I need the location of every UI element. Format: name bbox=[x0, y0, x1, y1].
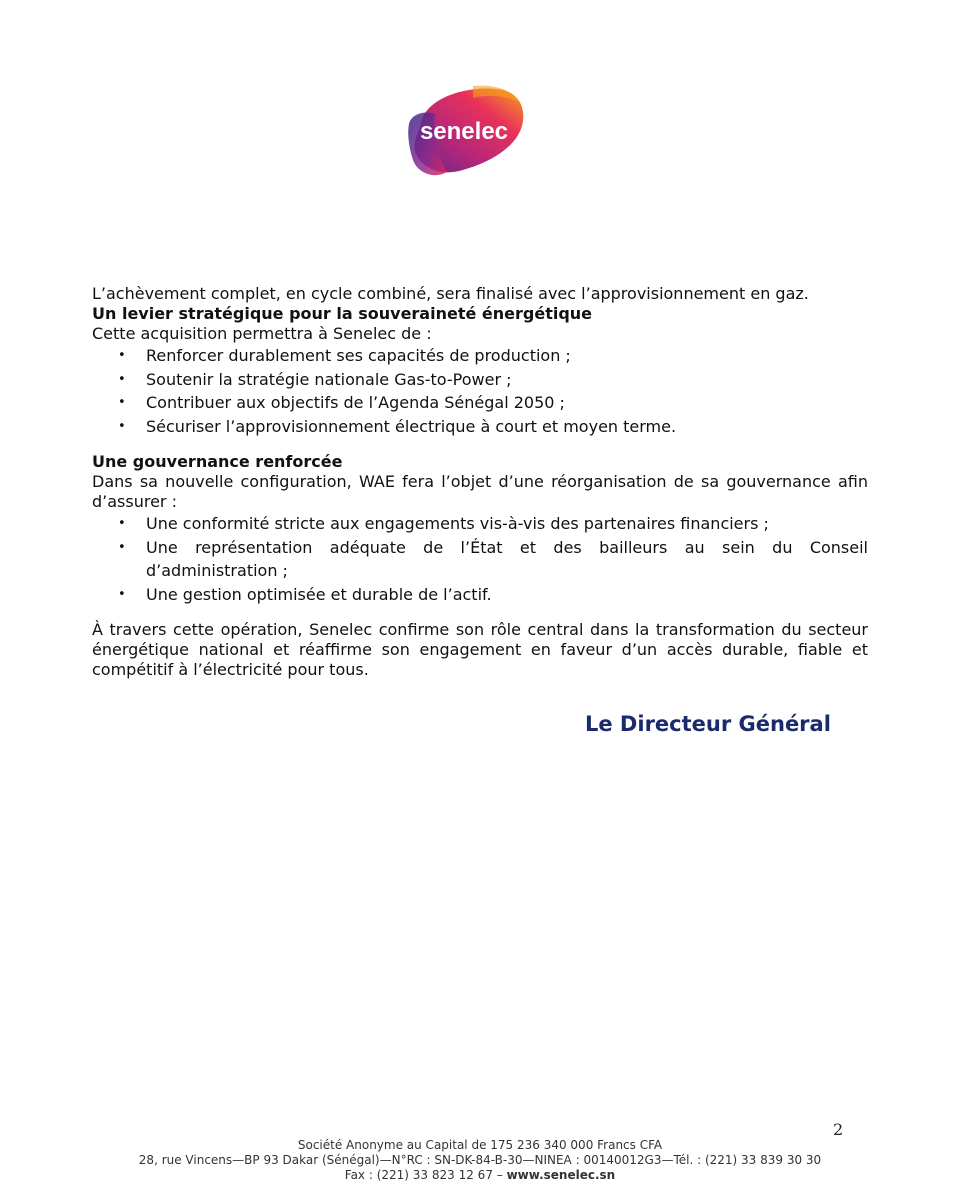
list-item bbox=[92, 583, 868, 607]
footer-contact bbox=[0, 1168, 960, 1183]
list-item bbox=[92, 415, 868, 439]
list-item bbox=[92, 344, 868, 368]
list-item-text: Une représentation adéquate de l’État et des bailleurs au sein du Conseil d’administration ; bbox=[146, 537, 868, 580]
bullet-icon: • bbox=[118, 371, 126, 387]
conclusion-paragraph: À travers cette opération, Senelec confirme son rôle central dans la transformation du secteur énergétique national et réaffirme son engagement en faveur d’un accès durable, fiable et compétitif à l’électricité pour tous. bbox=[92, 620, 868, 679]
list-item-text: Renforcer durablement ses capacités de production ; bbox=[146, 346, 571, 365]
logo-wordmark: senelec bbox=[419, 118, 509, 145]
section-heading-governance: Une gouvernance renforcée bbox=[92, 452, 343, 471]
list-item bbox=[92, 536, 868, 583]
section-lead: Cette acquisition permettra à Senelec de : bbox=[92, 324, 432, 343]
page-number: 2 bbox=[833, 1120, 844, 1139]
list-item bbox=[92, 368, 868, 392]
senelec-logo bbox=[403, 84, 529, 184]
list-item-text: Une gestion optimisée et durable de l’actif. bbox=[146, 584, 492, 604]
bullet-icon: • bbox=[118, 586, 126, 602]
list-item-text: Contribuer aux objectifs de l’Agenda Sénégal 2050 ; bbox=[146, 393, 565, 412]
section-heading-strategic-lever: Un levier stratégique pour la souveraineté énergétique bbox=[92, 304, 593, 323]
list-item bbox=[92, 391, 868, 415]
document-body bbox=[92, 284, 868, 680]
section-lead: Dans sa nouvelle configuration, WAE fera l’objet d’une réorganisation de sa gouvernance afin d’assurer : bbox=[92, 472, 868, 511]
bullet-icon: • bbox=[118, 348, 126, 363]
bullet-list-objectives bbox=[92, 344, 868, 438]
bullet-icon: • bbox=[118, 539, 126, 555]
footer-fax: Fax : (221) 33 823 12 67 – bbox=[344, 1168, 507, 1182]
list-item-text: Une conformité stricte aux engagements vis-à-vis des partenaires financiers ; bbox=[146, 514, 769, 533]
list-item-text: Soutenir la stratégie nationale Gas-to-Power ; bbox=[146, 369, 512, 389]
bullet-icon: • bbox=[118, 395, 126, 410]
list-item-text: Sécuriser l’approvisionnement électrique à court et moyen terme. bbox=[146, 416, 677, 436]
footer-company-capital: Société Anonyme au Capital de 175 236 340 000 Francs CFA bbox=[297, 1138, 663, 1152]
signature-title: Le Directeur Général bbox=[585, 712, 831, 736]
footer bbox=[0, 1138, 960, 1183]
list-item bbox=[92, 512, 868, 536]
intro-paragraph: L’achèvement complet, en cycle combiné, sera finalisé avec l’approvisionnement en gaz. bbox=[92, 284, 809, 303]
bullet-icon: • bbox=[118, 418, 126, 434]
footer-address: 28, rue Vincens—BP 93 Dakar (Sénégal)—N°RC : SN-DK-84-B-30—NINEA : 00140012G3—Tél. : (221) 33 839 30 30 bbox=[138, 1153, 822, 1167]
website-link[interactable]: www.senelec.sn bbox=[506, 1168, 616, 1182]
bullet-icon: • bbox=[118, 516, 126, 531]
bullet-list-governance bbox=[92, 512, 868, 606]
